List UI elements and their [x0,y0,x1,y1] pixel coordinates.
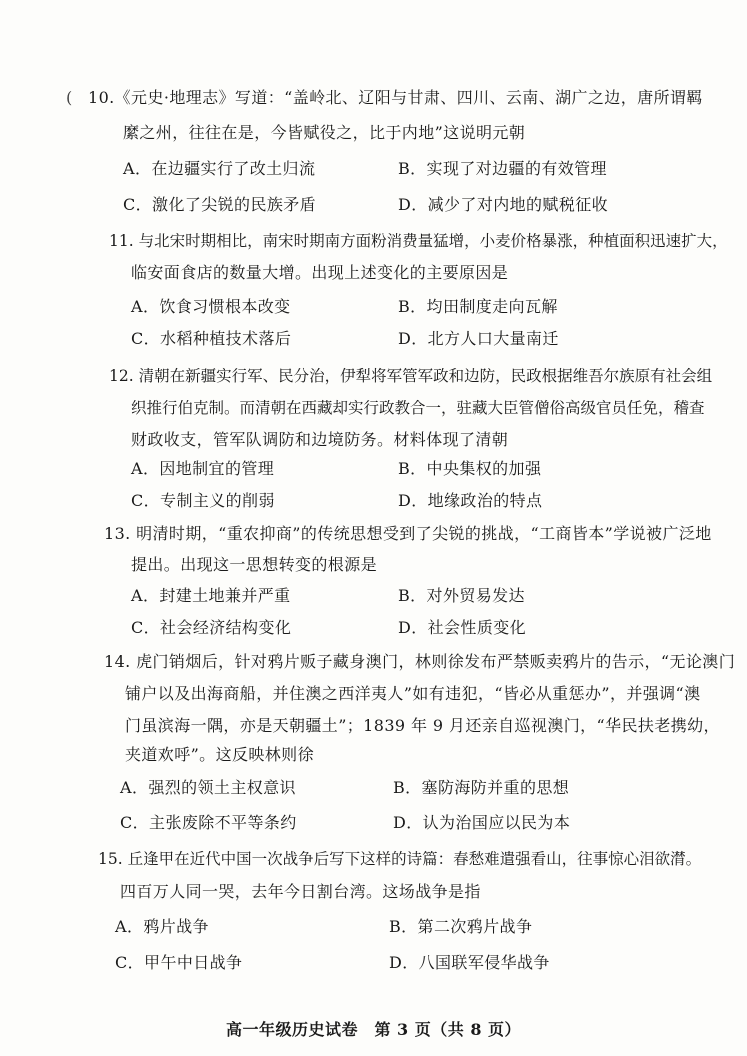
question-text-line: 13. 明清时期，“重农抑商”的传统思想受到了尖锐的挑战，“工商皆本”学说被广泛地 [104,524,712,543]
question-text-line: 织推行伯克制。而清朝在西藏却实行政教合一，驻藏大臣管僧俗高级官员任免，稽查 [131,399,705,417]
question-text-line: 夹道欢呼”。这反映林则徐 [125,745,314,764]
question-text-line: 铺户以及出海商船，并住澳之西洋夷人”如有违犯，“皆必从重惩办”，并强调“澳 [125,684,701,703]
option-b: B．塞防海防并重的思想 [393,778,570,797]
option-c: C．水稻种植技术落后 [131,329,292,348]
option-a: A．鸦片战争 [115,917,209,936]
option-b: B．均田制度走向瓦解 [398,297,558,316]
option-d: D．社会性质变化 [398,618,527,637]
option-b: B．中央集权的加强 [398,459,542,478]
option-b: B．实现了对边疆的有效管理 [398,159,607,178]
question-text-line: 提出。出现这一思想转变的根源是 [131,555,378,574]
question-text-line: 11. 与北宋时期相比，南宋时期南方面粉消费量猛增，小麦价格暴涨，种植面积迅速扩大， [109,232,728,250]
page-footer: 高一年级历史试卷 第 3 页（共 8 页） [225,1020,522,1039]
option-d: D．认为治国应以民为本 [393,813,571,832]
option-a: A．在边疆实行了改土归流 [123,159,316,178]
option-b: B．对外贸易发达 [398,586,525,605]
option-c: C．社会经济结构变化 [131,618,292,637]
option-c: C．主张废除不平等条约 [120,813,297,832]
option-d: D．地缘政治的特点 [398,491,543,510]
question-text-line: 财政收支，管军队调防和边境防务。材料体现了清朝 [131,430,509,449]
question-text-line: 四百万人同一哭，去年今日割台湾。这场战争是指 [120,882,481,901]
question-text-line: 12. 清朝在新疆实行军、民分治，伊犁将军管军政和边防，民政根据维吾尔族原有社会组 [109,367,713,385]
option-d: D．减少了对内地的赋税征收 [398,195,609,214]
option-a: A．封建土地兼并严重 [131,586,291,605]
option-a: A．饮食习惯根本改变 [131,297,291,316]
option-b: B．第二次鸦片战争 [389,917,533,936]
option-c: C．激化了尖锐的民族矛盾 [123,195,317,214]
question-text-line: 临安面食店的数量大增。出现上述变化的主要原因是 [131,263,509,282]
option-c: C．专制主义的削弱 [131,491,275,510]
option-c: C．甲午中日战争 [115,953,243,972]
option-d: D．八国联军侵华战争 [389,953,550,972]
question-text-line: 縻之州，往往在是，今皆赋役之，比于内地”这说明元朝 [123,123,526,142]
option-a: A．强烈的领土主权意识 [120,778,296,797]
option-d: D．北方人口大量南迁 [398,329,559,348]
question-text-line: 15. 丘逢甲在近代中国一次战争后写下这样的诗篇：春愁难遣强看山，往事惊心泪欲潸。 [98,850,702,868]
option-a: A．因地制宜的管理 [131,459,275,478]
question-text-line: 10.《元史·地理志》写道：“盖岭北、辽阳与甘肃、四川、云南、湖广之边，唐所谓羁 [88,88,703,107]
question-text-line: 门虽滨海一隅，亦是天朝疆土”；1839 年 9 月还亲自巡视澳门，“华民扶老携幼， [125,716,720,735]
question-text-line: 14. 虎门销烟后，针对鸦片贩子藏身澳门，林则徐发布严禁贩卖鸦片的告示，“无论澳门 [104,652,736,671]
margin-pen-mark-icon: ( [66,88,73,107]
